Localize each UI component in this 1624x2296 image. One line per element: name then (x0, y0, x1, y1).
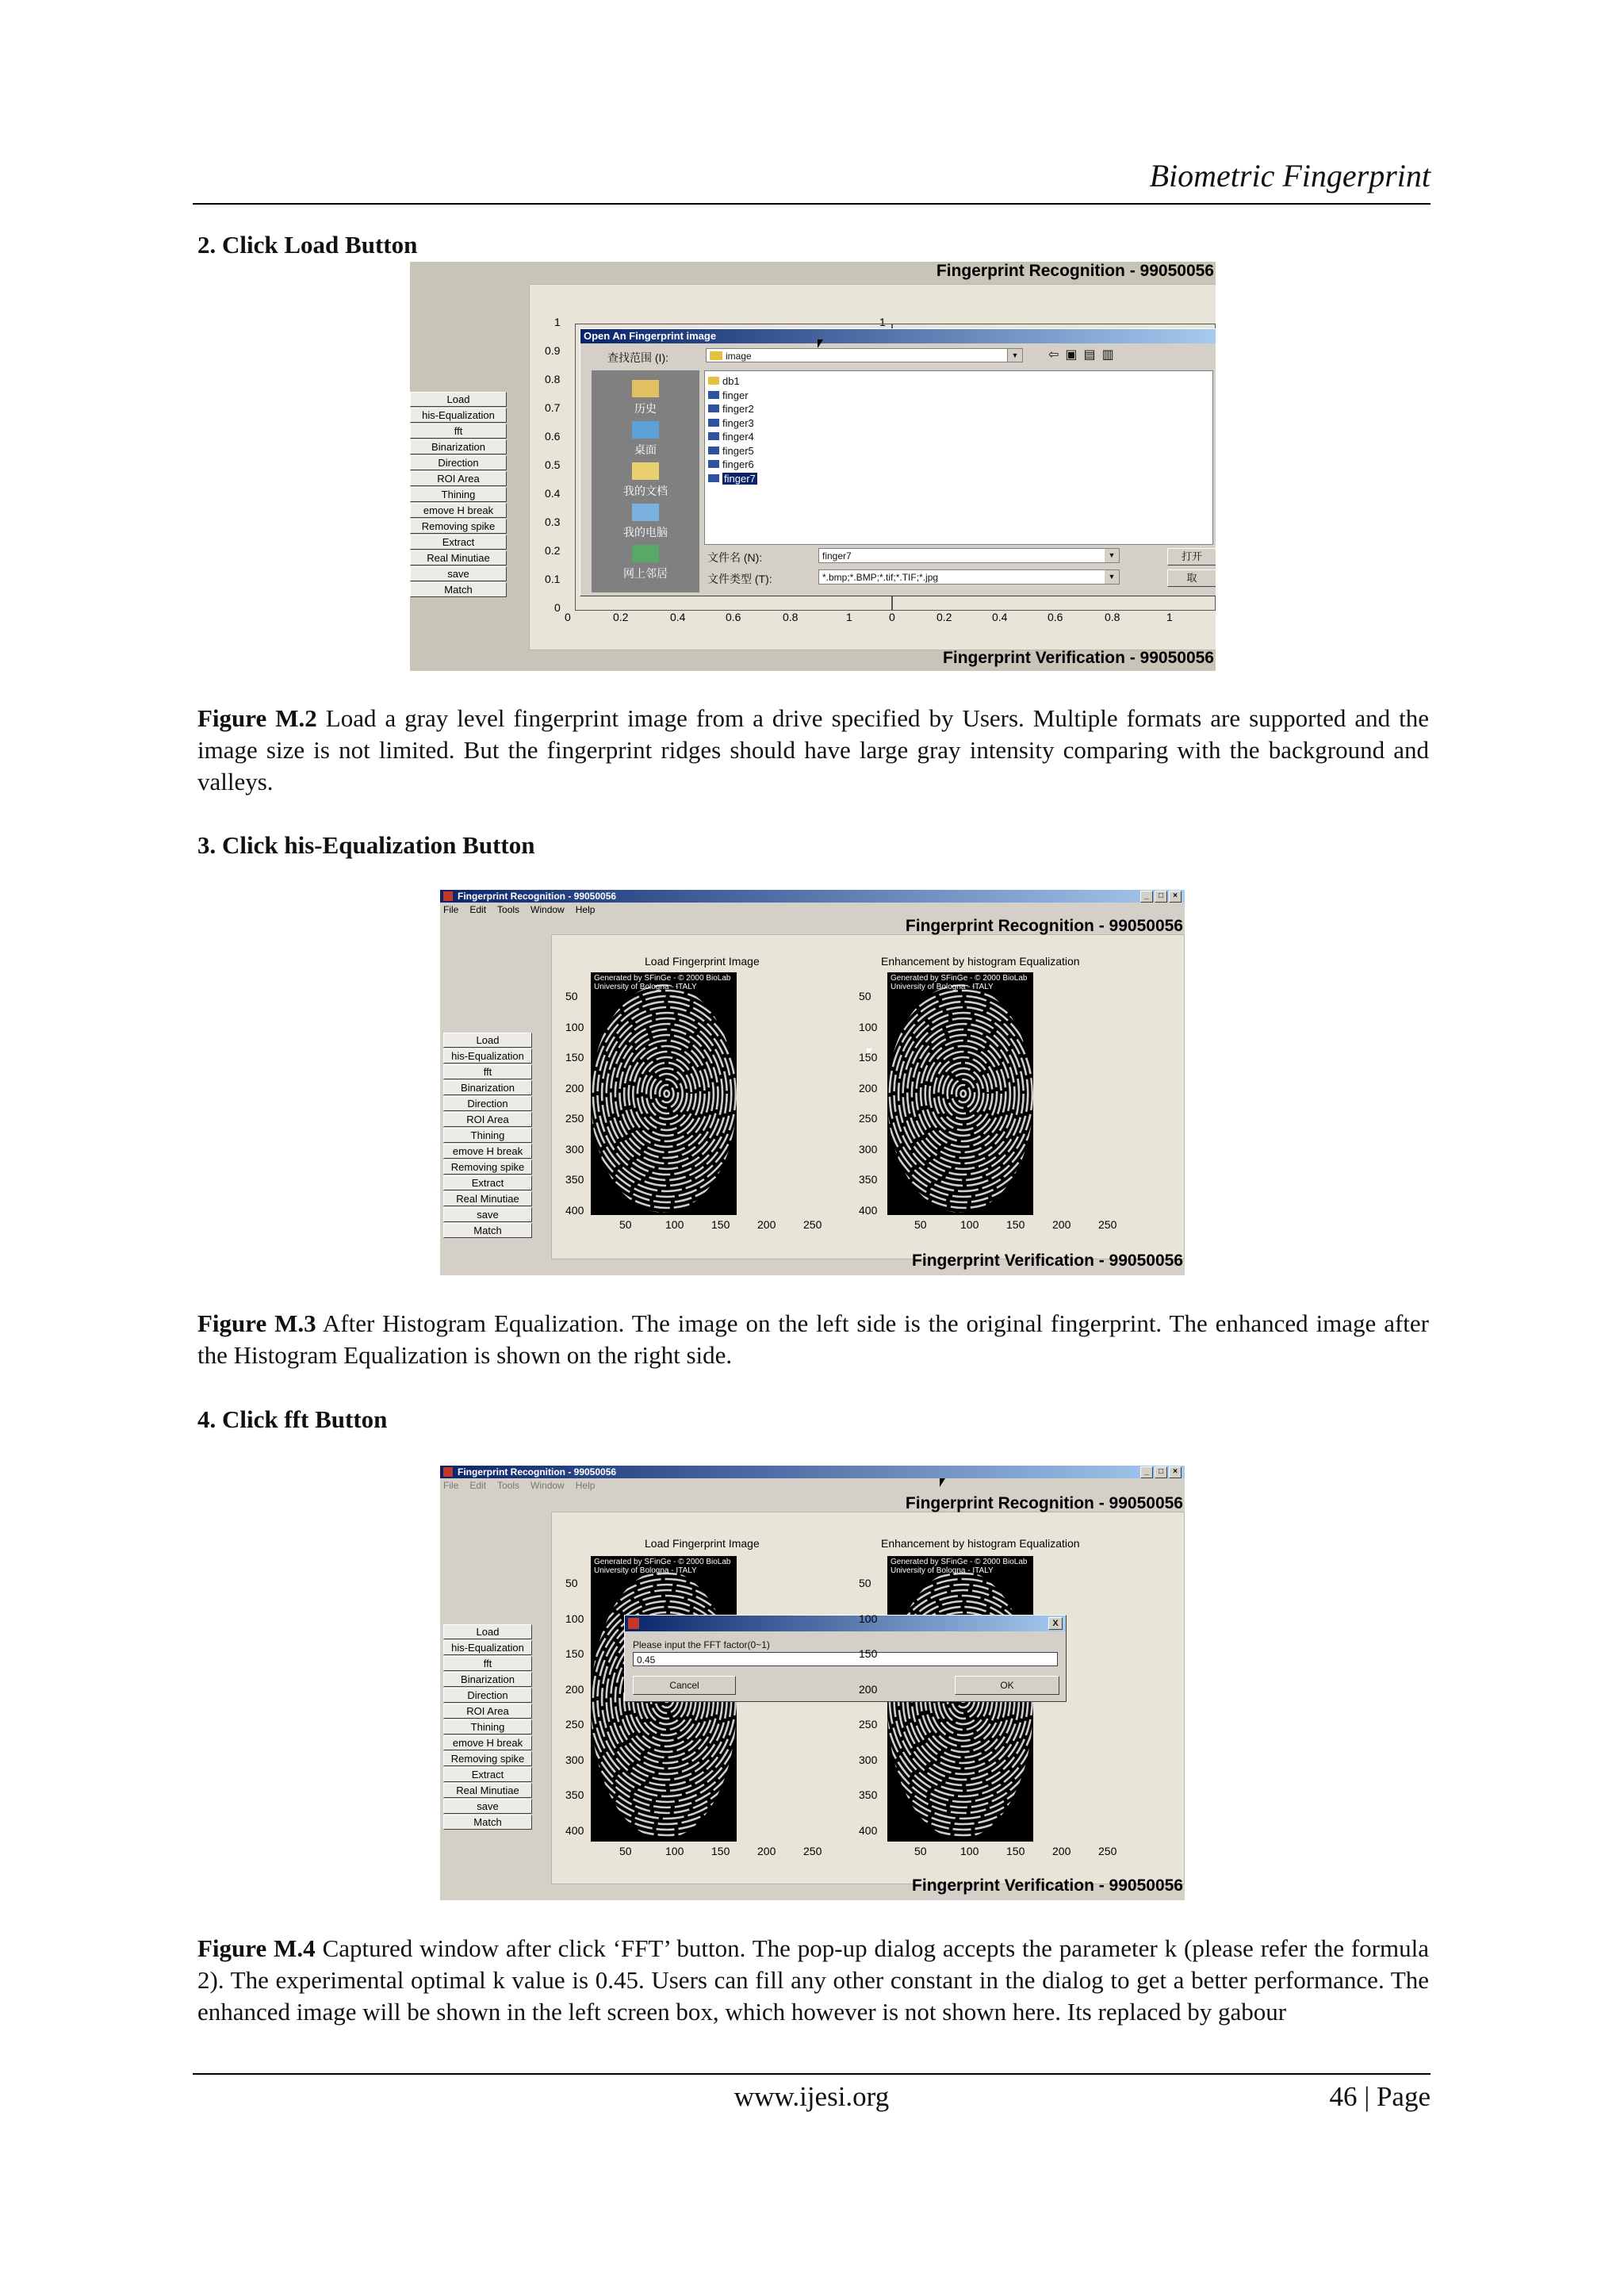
place-computer[interactable]: 我的电脑 (592, 504, 699, 540)
list-item[interactable]: finger4 (708, 430, 757, 444)
x-tick: 250 (803, 1218, 822, 1231)
filetype-select[interactable]: *.bmp;*.BMP;*.tif;*.TIF;*.jpg ▼ (818, 569, 1120, 585)
removing-spike-button[interactable]: Removing spike (443, 1751, 532, 1766)
section-heading-fft: 4. Click fft Button (197, 1405, 388, 1433)
y-tick: 100 (565, 1020, 584, 1033)
removing-spike-button[interactable]: Removing spike (410, 519, 507, 534)
list-item[interactable]: finger (708, 389, 757, 403)
real-minutiae-button[interactable]: Real Minutiae (410, 550, 507, 565)
fft-input-dialog (624, 1615, 1067, 1702)
y-tick: 0.8 (545, 373, 561, 385)
place-desktop[interactable]: 桌面 (592, 421, 699, 458)
menu-help[interactable]: Help (575, 1480, 596, 1491)
chevron-down-icon[interactable]: ▼ (1105, 549, 1119, 562)
footer-page-number: 46 | Page (1329, 2081, 1431, 2112)
fft-factor-input[interactable]: 0.45 (633, 1652, 1058, 1666)
x-tick: 200 (1052, 1218, 1071, 1231)
x-tick: 0 (565, 611, 571, 623)
x-tick: 1 (846, 611, 852, 623)
recognition-label: Fingerprint Recognition - 99050056 (905, 1494, 1183, 1512)
close-icon[interactable]: X (1048, 1617, 1063, 1630)
binarization-button[interactable]: Binarization (443, 1080, 532, 1095)
window-controls (1140, 891, 1182, 903)
x-tick: 250 (1098, 1845, 1117, 1857)
x-tick: 150 (711, 1845, 730, 1857)
y-tick: 50 (859, 990, 871, 1002)
y-tick: 0.6 (545, 430, 561, 443)
caption-text: After Histogram Equalization. The image on the left side is the original fingerprint. The enhanced image after the Histogram Equalization is shown on the right side. (197, 1309, 1429, 1369)
y-tick: 50 (565, 1577, 578, 1589)
x-tick: 100 (960, 1845, 979, 1857)
binarization-button[interactable]: Binarization (410, 439, 507, 454)
place-network[interactable]: 网上邻居 (592, 545, 699, 581)
caption-label: Figure M.3 (197, 1309, 316, 1337)
y-tick: 300 (565, 1753, 584, 1766)
y-tick: 100 (859, 1020, 878, 1033)
menu-tools[interactable]: Tools (497, 1480, 520, 1491)
places-bar (592, 370, 699, 592)
menu-file[interactable]: File (443, 1480, 459, 1491)
folder-icon (708, 377, 719, 385)
section-heading-his-equalization: 3. Click his-Equalization Button (197, 831, 535, 859)
thining-button[interactable]: Thining (410, 487, 507, 502)
load-button[interactable]: Load (443, 1624, 532, 1639)
left-axes-title: Load Fingerprint Image (645, 1537, 760, 1550)
ok-button[interactable]: OK (955, 1676, 1059, 1695)
y-tick: 150 (565, 1051, 584, 1064)
page-footer (193, 2073, 1431, 2112)
list-item[interactable]: finger5 (708, 444, 757, 458)
fft-button[interactable]: fft (410, 424, 507, 439)
fft-button[interactable]: fft (443, 1656, 532, 1671)
binarization-button[interactable]: Binarization (443, 1672, 532, 1687)
y-tick: 250 (565, 1718, 584, 1731)
figure-m4-screenshot (440, 1466, 1185, 1900)
window-titlebar: Fingerprint Recognition - 99050056 _ □ × (440, 890, 1185, 903)
y-tick: 50 (859, 1577, 871, 1589)
y-tick: 150 (859, 1051, 878, 1064)
image-file-icon (708, 447, 719, 454)
save-button[interactable]: save (443, 1799, 532, 1814)
image-credit: Generated by SFinGe - © 2000 BioLab University of Bologna - ITALY (594, 974, 731, 991)
x-tick: 200 (757, 1845, 776, 1857)
x-tick: 0.4 (670, 611, 686, 623)
y-tick-right: 1 (879, 316, 886, 328)
button-column (443, 1033, 532, 1239)
place-history[interactable]: 历史 (592, 380, 699, 416)
fingerprint-ridges (591, 972, 737, 1215)
roi-area-button[interactable]: ROI Area (443, 1112, 532, 1127)
lookin-value: image (726, 351, 752, 362)
y-tick: 200 (859, 1682, 878, 1696)
caption-figure-m4 (197, 1933, 1429, 2028)
folder-icon (710, 351, 722, 360)
x-tick: 0.4 (992, 611, 1008, 623)
caption-figure-m3 (197, 1308, 1429, 1371)
x-tick: 250 (803, 1845, 822, 1857)
roi-area-button[interactable]: ROI Area (410, 471, 507, 486)
x-tick: 50 (619, 1845, 632, 1857)
running-title: Biometric Fingerprint (1149, 158, 1431, 194)
menu-file[interactable]: File (443, 904, 459, 915)
image-credit: Generated by SFinGe - © 2000 BioLab University of Bologna - ITALY (891, 974, 1028, 991)
y-tick: 0.3 (545, 516, 561, 528)
x-tick: 0.6 (726, 611, 741, 623)
figure-m2-screenshot (410, 262, 1216, 671)
right-axes-title: Enhancement by histogram Equalization (881, 1537, 1080, 1550)
y-tick: 400 (565, 1203, 584, 1217)
file-list[interactable] (704, 370, 1213, 545)
his-equalization-button[interactable]: his-Equalization (443, 1640, 532, 1655)
window-controls (1140, 1466, 1182, 1478)
y-tick: 0.2 (545, 544, 561, 557)
caption-text: Captured window after click ‘FFT’ button. The pop-up dialog accepts the parameter k (please refer the formula 2). The experimental optimal k value is 0.45. Users can fill any other constant in the dialog to get a better performance. The enhanced image will be shown in the left screen box, which however is not shown here. Its replaced by gabour (197, 1934, 1429, 2026)
list-item[interactable]: finger3 (708, 416, 757, 431)
x-tick: 150 (711, 1218, 730, 1231)
x-tick: 250 (1098, 1218, 1117, 1231)
match-button[interactable]: Match (443, 1223, 532, 1238)
cursor-icon (818, 339, 823, 348)
extract-button[interactable]: Extract (443, 1767, 532, 1782)
chevron-down-icon[interactable]: ▼ (1007, 349, 1022, 362)
toolbar-icons[interactable]: ⇦▣▤▥ (1048, 348, 1120, 362)
right-axes-title: Enhancement by histogram Equalization (881, 955, 1080, 968)
enhanced-fingerprint-image (887, 972, 1033, 1215)
real-minutiae-button[interactable]: Real Minutiae (443, 1191, 532, 1206)
x-tick: 50 (914, 1218, 927, 1231)
fingerprint-ridges (887, 972, 1033, 1215)
page-header (193, 157, 1431, 205)
y-tick: 250 (859, 1112, 878, 1125)
y-tick: 1 (554, 316, 561, 328)
recognition-label: Fingerprint Recognition - 99050056 (936, 262, 1214, 280)
y-tick: 400 (565, 1823, 584, 1837)
y-tick: 350 (565, 1788, 584, 1801)
image-credit: Generated by SFinGe - © 2000 BioLab University of Bologna - ITALY (594, 1558, 731, 1575)
maximize-icon[interactable]: □ (1155, 1466, 1167, 1478)
match-button[interactable]: Match (410, 582, 507, 597)
menu-window[interactable]: Window (530, 904, 565, 915)
network-icon (632, 545, 659, 562)
verification-label: Fingerprint Verification - 99050056 (912, 1251, 1183, 1270)
menu-edit[interactable]: Edit (469, 1480, 487, 1491)
verification-label: Fingerprint Verification - 99050056 (943, 649, 1214, 667)
fft-prompt: Please input the FFT factor(0~1) (633, 1639, 770, 1650)
y-tick: 200 (859, 1081, 878, 1094)
save-button[interactable]: save (443, 1207, 532, 1222)
cancel-button[interactable]: Cancel (633, 1676, 736, 1695)
minimize-icon[interactable]: _ (1140, 1466, 1153, 1478)
cancel-button[interactable]: 取 (1167, 569, 1216, 587)
matlab-icon (443, 1467, 453, 1477)
image-file-icon (708, 474, 719, 482)
x-tick: 0 (889, 611, 895, 623)
close-icon[interactable]: × (1169, 891, 1182, 903)
y-tick: 0.4 (545, 487, 561, 500)
figure-m3-screenshot (440, 890, 1185, 1275)
image-file-icon (708, 460, 719, 468)
y-tick: 350 (859, 1788, 878, 1801)
y-tick: 350 (859, 1173, 878, 1186)
minimize-icon[interactable]: _ (1140, 891, 1153, 903)
x-tick: 200 (1052, 1845, 1071, 1857)
button-column (443, 1624, 532, 1830)
left-axes-title: Load Fingerprint Image (645, 955, 760, 968)
removing-spike-button[interactable]: Removing spike (443, 1159, 532, 1175)
verification-label: Fingerprint Verification - 99050056 (912, 1876, 1183, 1895)
save-button[interactable]: save (410, 566, 507, 581)
load-button[interactable]: Load (410, 392, 507, 407)
y-tick: 400 (859, 1823, 878, 1837)
filetype-label: 文件类型 (T): (707, 573, 772, 585)
filename-input[interactable]: finger7 ▼ (818, 548, 1120, 563)
y-tick: 0.5 (545, 458, 561, 471)
x-tick: 0.2 (936, 611, 952, 623)
x-tick: 100 (960, 1218, 979, 1231)
x-tick: 0.2 (613, 611, 629, 623)
his-equalization-button[interactable]: his-Equalization (410, 408, 507, 423)
list-item[interactable]: finger6 (708, 458, 757, 472)
menu-bar (443, 1480, 595, 1491)
caption-text: Load a gray level fingerprint image from a drive specified by Users. Multiple formats are supported and the image size is not limited. But the fingerprint ridges should have large gray intensity comparing with the background and valleys. (197, 704, 1429, 795)
his-equalization-button[interactable]: his-Equalization (443, 1048, 532, 1064)
menu-tools[interactable]: Tools (497, 904, 520, 915)
image-file-icon (708, 432, 719, 440)
window-titlebar: Fingerprint Recognition - 99050056 _ □ × (440, 1466, 1185, 1478)
menu-help[interactable]: Help (575, 904, 596, 915)
lookin-select[interactable] (706, 348, 1023, 362)
y-tick: 200 (565, 1081, 584, 1094)
recognition-label: Fingerprint Recognition - 99050056 (905, 917, 1183, 935)
y-tick: 0.1 (545, 573, 561, 585)
y-tick: 250 (859, 1718, 878, 1731)
maximize-icon[interactable]: □ (1155, 891, 1167, 903)
x-tick: 200 (757, 1218, 776, 1231)
thining-button[interactable]: Thining (443, 1719, 532, 1734)
list-item[interactable]: finger2 (708, 402, 757, 416)
open-button[interactable]: 打开 (1167, 548, 1216, 565)
dialog-titlebar (625, 1616, 1066, 1631)
footer-site: www.ijesi.org (733, 2081, 890, 2112)
extract-button[interactable]: Extract (410, 535, 507, 550)
extract-button[interactable]: Extract (443, 1175, 532, 1190)
menu-window[interactable]: Window (530, 1480, 565, 1491)
documents-icon (632, 462, 659, 480)
menu-edit[interactable]: Edit (469, 904, 487, 915)
y-tick: 150 (565, 1647, 584, 1660)
real-minutiae-button[interactable]: Real Minutiae (443, 1783, 532, 1798)
x-tick: 150 (1006, 1845, 1025, 1857)
image-file-icon (708, 419, 719, 427)
history-icon (632, 380, 659, 397)
open-file-dialog (580, 328, 1216, 596)
fft-button[interactable]: fft (443, 1064, 532, 1079)
y-tick: 300 (859, 1142, 878, 1156)
caption-figure-m2 (197, 703, 1429, 798)
matlab-icon (443, 891, 453, 901)
close-icon[interactable]: × (1169, 1466, 1182, 1478)
menu-bar (443, 904, 595, 915)
image-file-icon (708, 404, 719, 412)
y-tick: 300 (859, 1753, 878, 1766)
filename-label: 文件名 (N): (707, 551, 763, 564)
y-tick: 0.9 (545, 344, 561, 357)
y-tick: 100 (859, 1612, 878, 1625)
list-item[interactable]: db1 (708, 374, 757, 389)
direction-button[interactable]: Direction (410, 455, 507, 470)
place-documents[interactable]: 我的文档 (592, 462, 699, 499)
x-tick: 0.6 (1048, 611, 1063, 623)
computer-icon (632, 504, 659, 521)
original-fingerprint-image (591, 972, 737, 1215)
remove-h-break-button[interactable]: emove H break (443, 1144, 532, 1159)
y-tick: 300 (565, 1142, 584, 1156)
y-tick: 400 (859, 1203, 878, 1217)
file-list-items (708, 374, 757, 485)
y-tick: 150 (859, 1647, 878, 1660)
remove-h-break-button[interactable]: emove H break (410, 503, 507, 518)
matlab-icon (628, 1618, 639, 1629)
remove-h-break-button[interactable]: emove H break (443, 1735, 532, 1750)
y-tick: 350 (565, 1173, 584, 1186)
x-tick: 1 (1166, 611, 1173, 623)
y-tick: 0.7 (545, 401, 561, 414)
cursor-icon (940, 1478, 945, 1487)
y-tick: 100 (565, 1612, 584, 1625)
x-tick: 0.8 (1105, 611, 1120, 623)
caption-label: Figure M.4 (197, 1934, 316, 1962)
roi-area-button[interactable]: ROI Area (443, 1704, 532, 1719)
caption-label: Figure M.2 (197, 704, 317, 732)
button-column (410, 392, 507, 598)
x-tick: 0.8 (783, 611, 799, 623)
direction-button[interactable]: Direction (443, 1096, 532, 1111)
y-tick: 50 (565, 990, 578, 1002)
x-tick: 150 (1006, 1218, 1025, 1231)
y-tick: 250 (565, 1112, 584, 1125)
y-tick: 200 (565, 1682, 584, 1696)
x-tick: 50 (619, 1218, 632, 1231)
load-button[interactable]: Load (443, 1033, 532, 1048)
x-tick: 100 (665, 1218, 684, 1231)
direction-button[interactable]: Direction (443, 1688, 532, 1703)
thining-button[interactable]: Thining (443, 1128, 532, 1143)
dialog-title: Open An Fingerprint image (580, 329, 1216, 343)
lookin-label: 查找范围 (I): (607, 351, 668, 364)
list-item-selected[interactable]: finger7 (708, 472, 757, 486)
section-heading-load: 2. Click Load Button (197, 231, 418, 259)
x-tick: 50 (914, 1845, 927, 1857)
chevron-down-icon[interactable]: ▼ (1105, 570, 1119, 584)
image-credit: Generated by SFinGe - © 2000 BioLab University of Bologna - ITALY (891, 1558, 1028, 1575)
desktop-icon (632, 421, 659, 439)
y-tick: 0 (554, 601, 561, 614)
match-button[interactable]: Match (443, 1815, 532, 1830)
image-file-icon (708, 391, 719, 399)
x-tick: 100 (665, 1845, 684, 1857)
